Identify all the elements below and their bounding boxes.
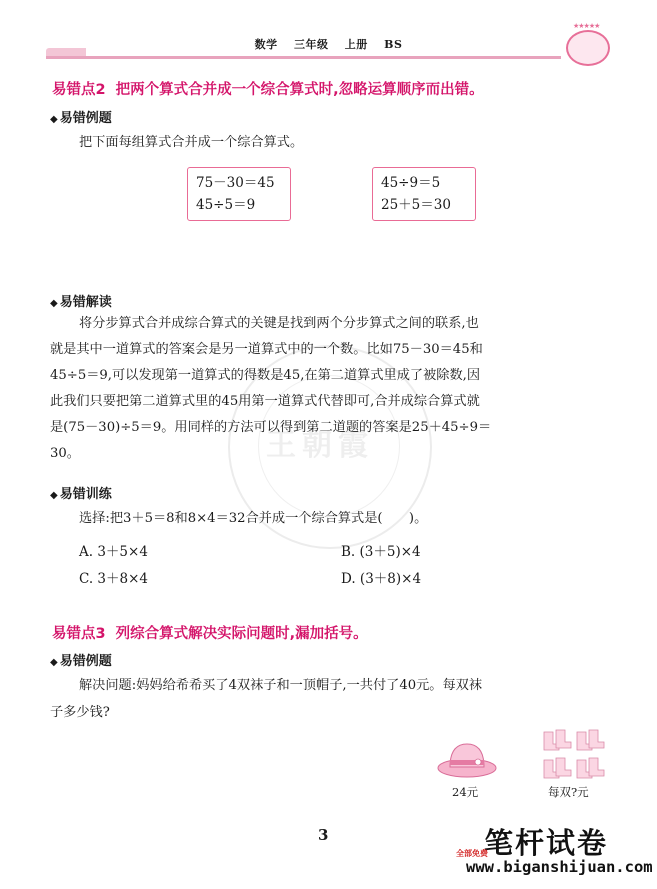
option-a: A. 3＋5×4 bbox=[79, 544, 148, 560]
equation-box-1 bbox=[187, 167, 291, 221]
header-rule bbox=[46, 56, 561, 59]
equation-box-2 bbox=[372, 167, 476, 221]
watermark-text: 王朝霞 bbox=[266, 428, 374, 463]
section2-heading: 把两个算式合并成一个综合算式时,忽略运算顺序而出错。 bbox=[115, 82, 484, 98]
footer-tag: 全部免费 bbox=[456, 849, 488, 858]
sock-price: 每双?元 bbox=[548, 785, 589, 799]
page-header bbox=[0, 36, 657, 52]
section2-example-heading: ◆ 易错例题 bbox=[50, 111, 112, 126]
analysis-line: 45÷5＝9,可以发现第一道算式的得数是45,在第二道算式里成了被除数,因 bbox=[50, 368, 481, 383]
option-c: C. 3＋8×4 bbox=[79, 571, 149, 587]
analysis-line: 30。 bbox=[50, 446, 80, 461]
problem-line: 子多少钱? bbox=[50, 705, 110, 720]
header-volume: 上册 bbox=[344, 38, 368, 51]
section3-example-heading: ◆ 易错例题 bbox=[50, 654, 112, 669]
equation-line: 25＋5＝30 bbox=[381, 197, 451, 213]
equation-line: 45÷5＝9 bbox=[196, 197, 256, 213]
header-grade: 三年级 bbox=[293, 38, 329, 51]
section2-number: 易错点2 bbox=[52, 82, 106, 98]
diamond-icon: ◆ bbox=[50, 298, 58, 309]
analysis-line: 将分步算式合并成综合算式的关键是找到两个分步算式之间的联系,也 bbox=[79, 316, 479, 331]
section2-title bbox=[52, 78, 484, 99]
diamond-icon: ◆ bbox=[50, 114, 58, 125]
diamond-icon: ◆ bbox=[50, 490, 58, 501]
hat-price: 24元 bbox=[452, 785, 479, 799]
socks-icon bbox=[540, 728, 606, 784]
section2-analysis-heading: ◆ 易错解读 bbox=[50, 295, 112, 310]
problem-line: 解决问题:妈妈给希希买了4双袜子和一顶帽子,一共付了40元。每双袜 bbox=[79, 678, 483, 693]
diamond-icon: ◆ bbox=[50, 657, 58, 668]
section2-example-text: 把下面每组算式合并成一个综合算式。 bbox=[79, 135, 304, 150]
star-icon: ★★★★★ bbox=[573, 22, 600, 30]
footer-brand: 笔杆试卷 bbox=[484, 826, 609, 860]
publisher-badge-icon bbox=[566, 30, 610, 66]
analysis-line: 此我们只要把第二道算式里的45用第一道算式代替即可,合并成综合算式就 bbox=[50, 394, 480, 409]
option-d: D. (3＋8)×4 bbox=[341, 571, 422, 587]
section3-number: 易错点3 bbox=[52, 626, 106, 642]
equation-line: 75－30＝45 bbox=[196, 175, 275, 191]
section2-training-heading: ◆ 易错训练 bbox=[50, 487, 112, 502]
analysis-line: 就是其中一道算式的答案会是另一道算式中的一个数。比如75－30＝45和 bbox=[50, 342, 483, 357]
equation-line: 45÷9＝5 bbox=[381, 175, 441, 191]
analysis-line: 是(75－30)÷5＝9。用同样的方法可以得到第二道题的答案是25＋45÷9＝ bbox=[50, 420, 492, 435]
option-b: B. (3＋5)×4 bbox=[341, 544, 421, 560]
section3-heading: 列综合算式解决实际问题时,漏加括号。 bbox=[115, 626, 368, 642]
training-question: 选择:把3＋5＝8和8×4＝32合并成一个综合算式是( )。 bbox=[79, 511, 428, 526]
footer-url: www.biganshijuan.com bbox=[466, 858, 653, 876]
page-number: 3 bbox=[318, 826, 329, 844]
section3-title bbox=[52, 622, 368, 643]
header-edition: BS bbox=[384, 38, 403, 51]
header-subject: 数学 bbox=[254, 38, 278, 51]
hat-icon bbox=[436, 738, 498, 780]
